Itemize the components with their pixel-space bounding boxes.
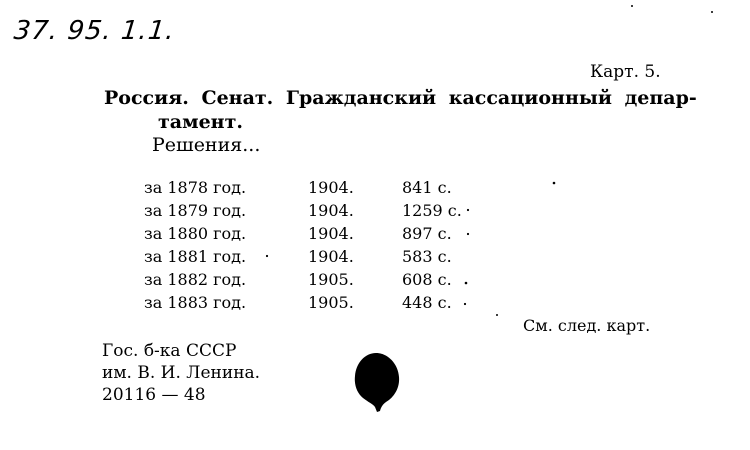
volume-row [144,201,484,224]
volume-publication-year: 1905. [308,270,354,289]
volume-publication-year: 1904. [308,247,354,266]
volume-period: за 1881 год. [144,247,247,266]
volume-period: за 1883 год. [144,293,247,312]
volume-row [144,270,484,293]
volume-pages: 1259 с. [402,201,462,220]
ink-blot-icon [353,351,400,413]
volume-row [144,247,484,270]
volume-row [144,293,484,316]
volume-period: за 1882 год. [144,270,247,289]
volume-publication-year: 1905. [308,293,354,312]
volume-period: за 1880 год. [144,224,247,243]
volume-publication-year: 1904. [308,224,354,243]
volume-period: за 1879 год. [144,201,247,220]
library-stamp [102,340,260,406]
volume-period: за 1878 год. [144,178,247,197]
volume-pages: 608 с. [402,270,452,289]
handwritten-shelfmark: 37. 95. 1.1. [12,16,177,46]
see-next-card-note: См. след. карт. [523,316,651,335]
volume-publication-year: 1904. [308,178,354,197]
subtitle: Решения... [152,134,261,156]
volume-row [144,224,484,247]
volume-pages: 448 с. [402,293,452,312]
volumes-table [144,178,484,316]
volume-row [144,178,484,201]
volume-pages: 583 с. [402,247,452,266]
library-stamp-line-2: им. В. И. Ленина. [102,363,261,383]
volume-publication-year: 1904. [308,201,354,220]
volume-pages: 841 с. [402,178,452,197]
heading-line-2: тамент. [158,111,243,133]
library-stamp-line-1: Гос. б-ка СССР [102,341,237,361]
card-number: Карт. 5. [590,62,661,82]
library-stamp-line-3: 20116 — 48 [102,385,206,405]
heading-line-1: Россия. Сенат. Гражданский кассационный депар- [104,87,697,109]
volume-pages: 897 с. [402,224,452,243]
